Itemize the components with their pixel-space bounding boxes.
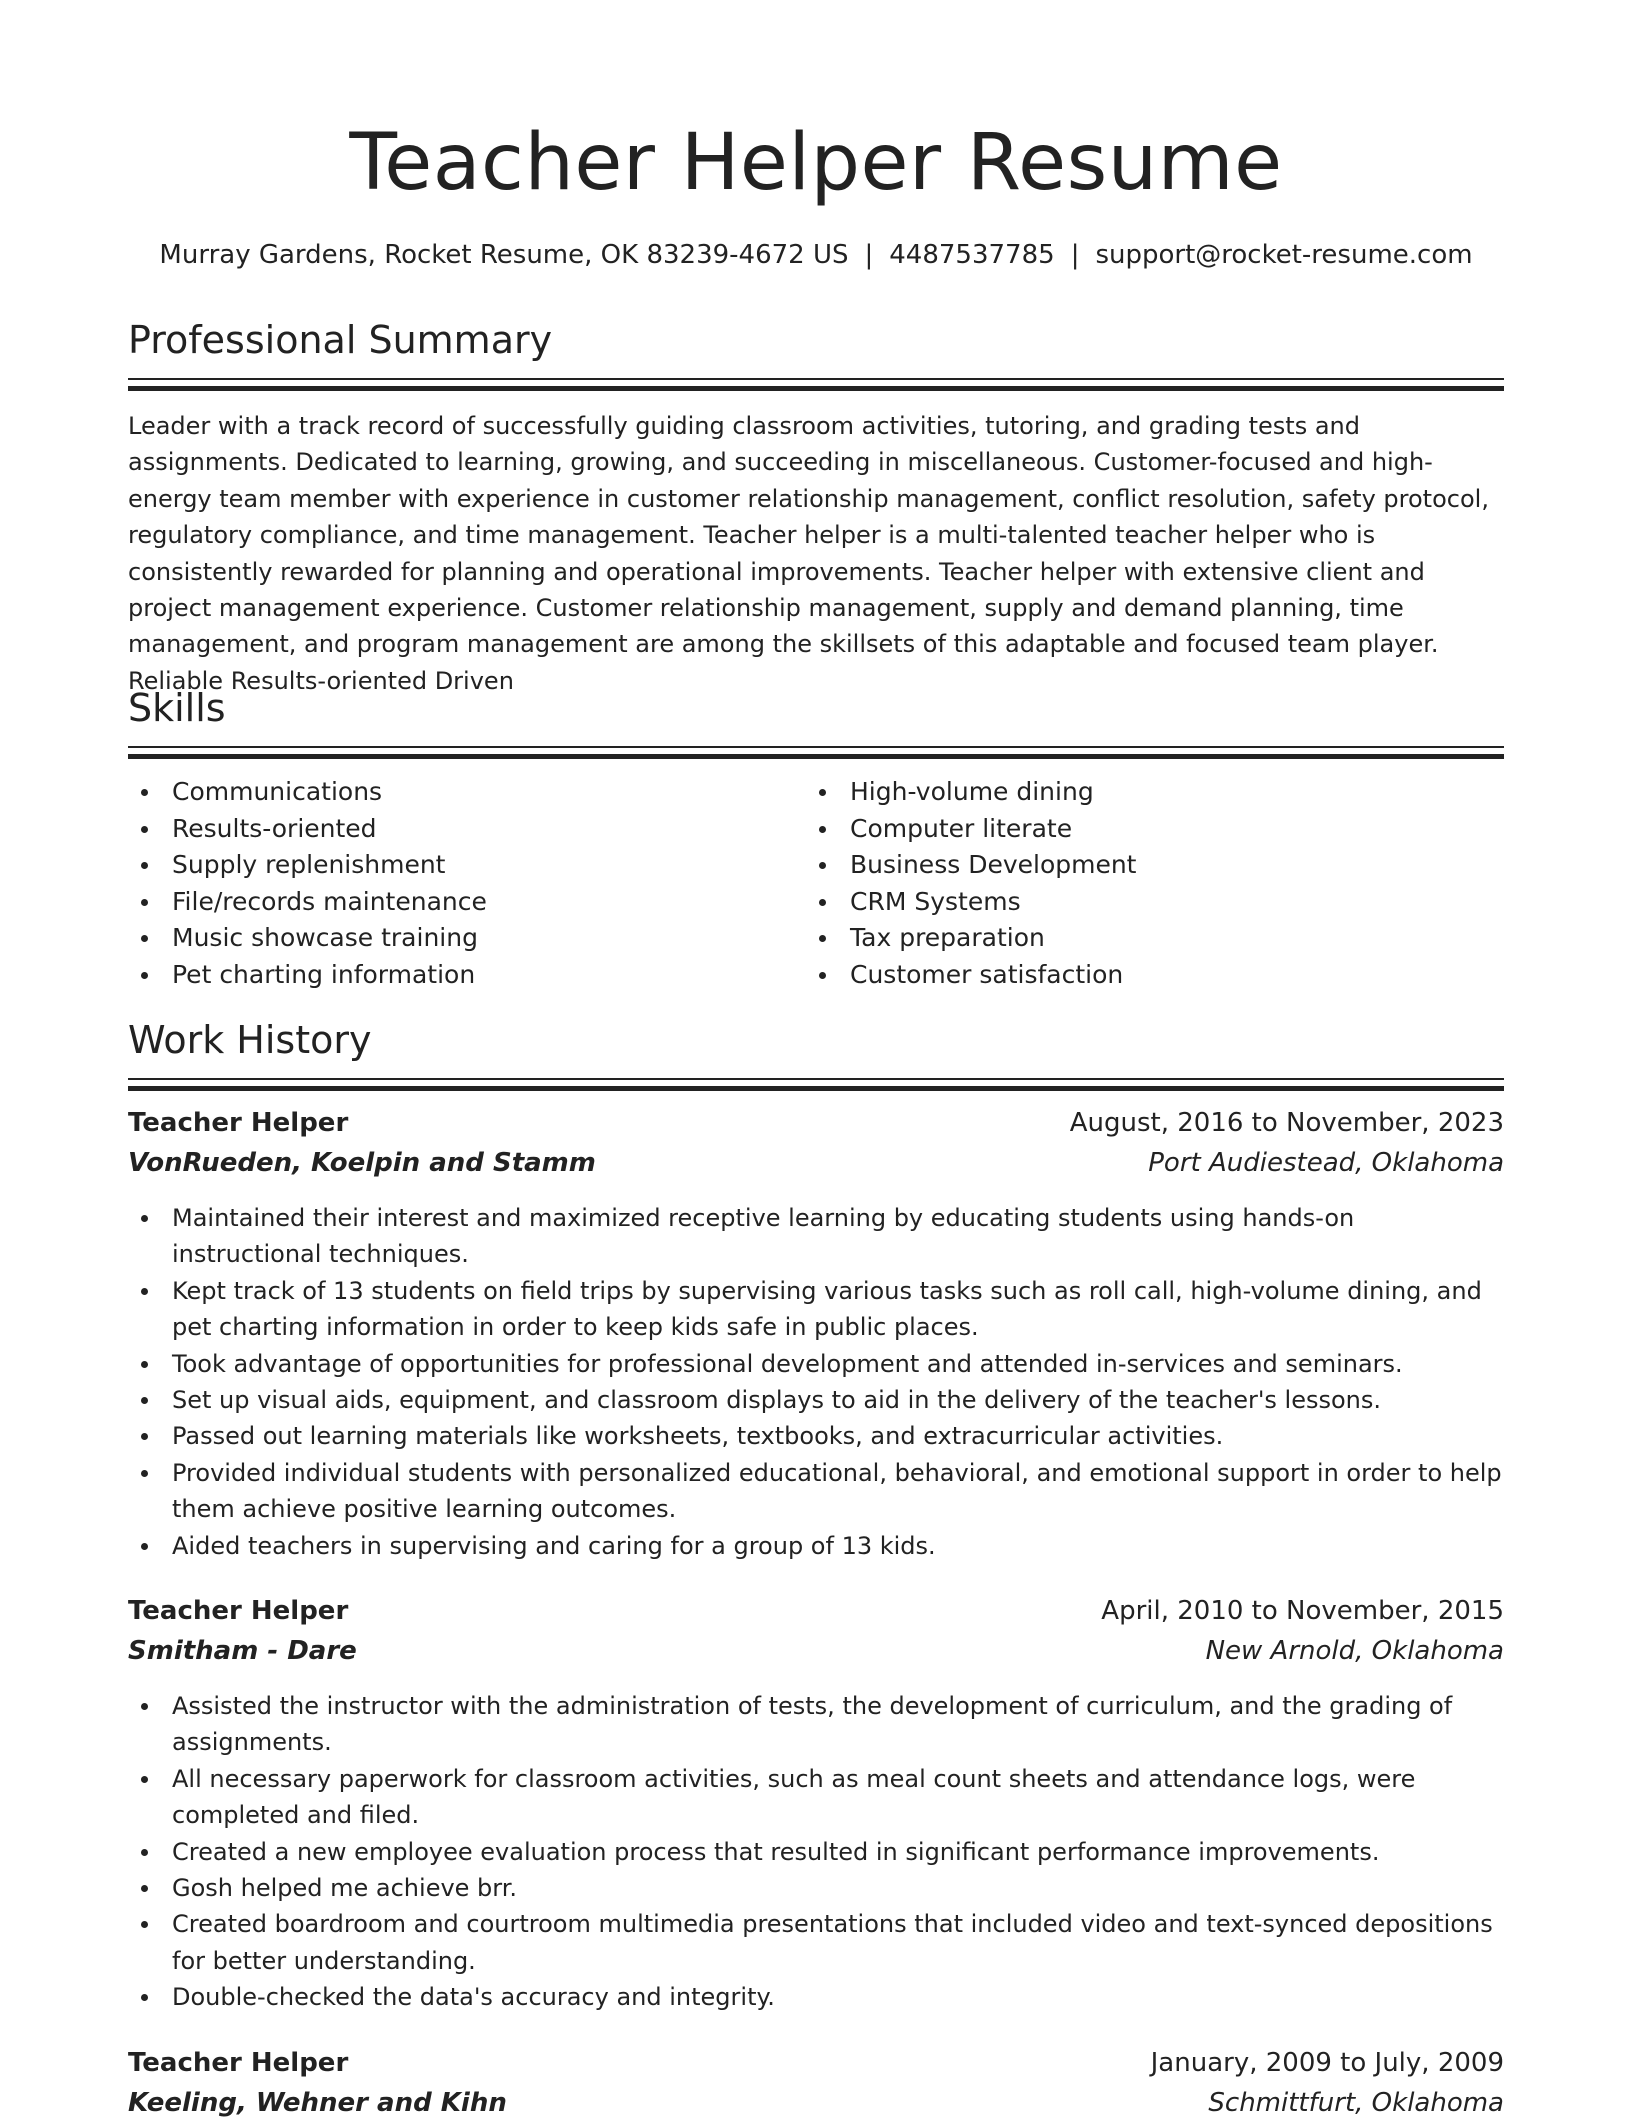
job-bullets <box>128 1688 1504 2016</box>
job-bullet: All necessary paperwork for classroom activities, such as meal count sheets and attendance logs, were completed and filed. <box>172 1761 1504 1834</box>
job-title: Teacher Helper <box>128 1596 349 1626</box>
skill-item: CRM Systems <box>850 884 1470 921</box>
skill-item: Communications <box>172 774 792 811</box>
job-company: VonRueden, Koelpin and Stamm <box>128 1148 596 1178</box>
section-divider <box>128 746 1504 757</box>
skill-item: Tax preparation <box>850 920 1470 957</box>
skill-item: Customer satisfaction <box>850 957 1470 994</box>
job-location: New Arnold, Oklahoma <box>1205 1636 1504 1666</box>
skill-item: High-volume dining <box>850 774 1470 811</box>
job-bullet: Aided teachers in supervising and caring for a group of 13 kids. <box>172 1528 1504 1564</box>
skill-item: Computer literate <box>850 811 1470 848</box>
section-divider <box>128 378 1504 389</box>
job-dates: August, 2016 to November, 2023 <box>1069 1108 1504 1138</box>
job-bullet: Double-checked the data's accuracy and integrity. <box>172 1979 1504 2015</box>
job-bullet: Maintained their interest and maximized receptive learning by educating students using hands-on instructional techniques. <box>172 1200 1504 1273</box>
skills-list-right <box>806 774 1470 993</box>
contact-line <box>128 240 1504 270</box>
job-location: Schmittfurt, Oklahoma <box>1208 2088 1504 2118</box>
job-bullet: Kept track of 13 students on field trips by supervising various tasks such as roll call, high-volume dining, and pet charting information in order to keep kids safe in public places. <box>172 1273 1504 1346</box>
job-location: Port Audiestead, Oklahoma <box>1148 1148 1504 1178</box>
skill-item: Pet charting information <box>172 957 792 994</box>
page-title: Teacher Helper Resume <box>349 118 1283 208</box>
job-bullet: Provided individual students with personalized educational, behavioral, and emotional support in order to help them achieve positive learning outcomes. <box>172 1455 1504 1528</box>
job-company: Smitham - Dare <box>128 1636 357 1666</box>
skill-item: Music showcase training <box>172 920 792 957</box>
contact-phone: 4487537785 <box>889 240 1055 270</box>
job-title: Teacher Helper <box>128 2048 349 2078</box>
job-bullet: Created boardroom and courtroom multimedia presentations that included video and text-synced depositions for better understanding. <box>172 1906 1504 1979</box>
skill-item: File/records maintenance <box>172 884 792 921</box>
skill-item: Supply replenishment <box>172 847 792 884</box>
job-dates: April, 2010 to November, 2015 <box>1101 1596 1504 1626</box>
job-bullet: Set up visual aids, equipment, and classroom displays to aid in the delivery of the teacher's lessons. <box>172 1382 1504 1418</box>
job-dates: January, 2009 to July, 2009 <box>1150 2048 1504 2078</box>
summary-text: Leader with a track record of successfully guiding classroom activities, tutoring, and grading tests and assignments. Dedicated to learning, growing, and succeeding in miscellaneous. Customer-focused and high-energy team member with experience in customer relationship management, conflict resolution, safety protocol, regulatory compliance, and time management. Teacher helper is a multi-talented teacher helper who is consistently rewarded for planning and operational improvements. Teacher helper with extensive client and project management experience. Customer relationship management, supply and demand planning, time management, and program management are among the skillsets of this adaptable and focused team player. Reliable Results-oriented Driven <box>128 412 1489 695</box>
section-heading-work-history: Work History <box>128 1018 372 1062</box>
job-bullet: Assisted the instructor with the administration of tests, the development of curriculum, and the grading of assignments. <box>172 1688 1504 1761</box>
section-heading-summary: Professional Summary <box>128 318 553 362</box>
section-heading-skills: Skills <box>128 686 226 730</box>
skill-item: Results-oriented <box>172 811 792 848</box>
contact-email[interactable]: support@rocket-resume.com <box>1095 240 1473 270</box>
contact-separator: | <box>864 240 874 270</box>
job-bullet: Gosh helped me achieve brr. <box>172 1870 1504 1906</box>
contact-address: Murray Gardens, Rocket Resume, OK 83239-4672 US <box>159 240 849 270</box>
job-bullets <box>128 1200 1504 1564</box>
skills-list-left <box>128 774 792 993</box>
job-bullet: Created a new employee evaluation process that resulted in significant performance improvements. <box>172 1834 1504 1870</box>
job-company: Keeling, Wehner and Kihn <box>128 2088 507 2118</box>
job-bullet: Took advantage of opportunities for professional development and attended in-services and seminars. <box>172 1346 1504 1382</box>
skill-item: Business Development <box>850 847 1470 884</box>
job-title: Teacher Helper <box>128 1108 349 1138</box>
contact-separator: | <box>1070 240 1080 270</box>
job-bullet: Passed out learning materials like worksheets, textbooks, and extracurricular activities. <box>172 1418 1504 1454</box>
section-divider <box>128 1078 1504 1089</box>
